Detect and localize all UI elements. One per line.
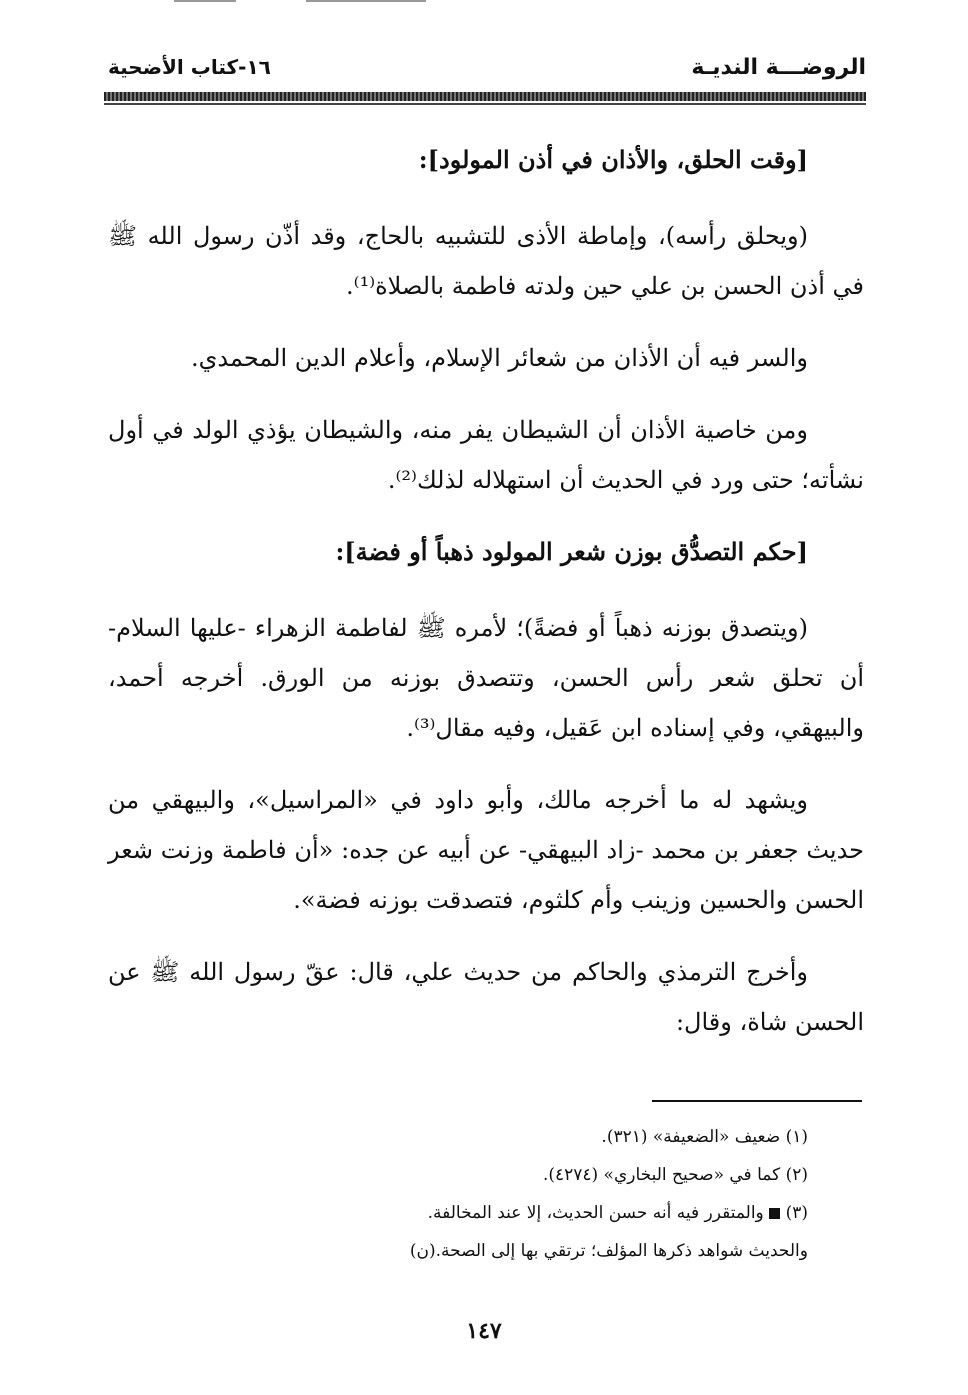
page-number: ١٤٧ xyxy=(466,1318,502,1344)
section-heading: [حكم التصدُّق بوزن شعر المولود ذهباً أو فضة]: xyxy=(335,537,808,566)
footnote-3 xyxy=(108,1194,808,1232)
paragraph: (ويحلق رأسه)، وإماطة الأذى للتشبيه بالحاج، وقد أذّن رسول الله ﷺ في أذن الحسن بن علي حين ولدته فاطمة بالصلاة⁽¹⁾. xyxy=(108,222,864,300)
paragraph: والسر فيه أن الأذان من شعائر الإسلام، وأعلام الدين المحمدي. xyxy=(190,344,808,372)
header-rule-thin xyxy=(104,103,866,105)
footnote-2: (٢) كما في «صحيح البخاري» (٤٢٧٤). xyxy=(542,1165,808,1185)
header-rule xyxy=(104,92,866,101)
footnote-3-text: والمتقرر فيه أنه حسن الحديث، إلا عند المخالفة. xyxy=(427,1203,764,1223)
footnotes xyxy=(108,1118,808,1270)
paragraph: ومن خاصية الأذان أن الشيطان يفر منه، والشيطان يؤذي الولد في أول نشأته؛ حتى ورد في الحديث أن استهلاله لذلك⁽²⁾. xyxy=(108,416,864,494)
footnote-3-label: (٣) xyxy=(785,1203,808,1223)
running-header xyxy=(108,55,866,93)
square-marker-icon xyxy=(769,1208,780,1219)
section-heading: [وقت الحلق، والأذان في أذن المولود]: xyxy=(418,145,808,174)
scan-artifact-line xyxy=(306,0,426,2)
chapter-title: ١٦-كتاب الأضحية xyxy=(108,55,271,79)
paragraph: (ويتصدق بوزنه ذهباً أو فضةً)؛ لأمره ﷺ لفاطمة الزهراء -عليها السلام- أن تحلق شعر رأس الحسن، وتتصدق بوزنه من الورق. أخرجه أحمد، والبيهقي، وفي إسناده ابن عَقيل، وفيه مقال⁽³⁾. xyxy=(108,614,864,742)
footnote-1: (١) ضعيف «الضعيفة» (٣٢١). xyxy=(601,1127,808,1147)
scan-artifact-line xyxy=(174,0,236,2)
book-title: الروضـــة النديـة xyxy=(691,55,866,80)
paragraph: وأخرج الترمذي والحاكم من حديث علي، قال: عقّ رسول الله ﷺ عن الحسن شاة، وقال: xyxy=(108,958,864,1036)
main-text xyxy=(108,135,864,1069)
footnote-3-continued: والحديث شواهد ذكرها المؤلف؛ ترتقي بها إلى الصحة.(ن) xyxy=(409,1241,808,1261)
paragraph: ويشهد له ما أخرجه مالك، وأبو داود في «المراسيل»، والبيهقي من حديث جعفر بن محمد -زاد البيهقي- عن أبيه عن جده: «أن فاطمة وزنت شعر الحسن والحسين وزينب وأم كلثوم، فتصدقت بوزنه فضة». xyxy=(108,786,864,914)
footnote-separator xyxy=(652,1100,862,1102)
